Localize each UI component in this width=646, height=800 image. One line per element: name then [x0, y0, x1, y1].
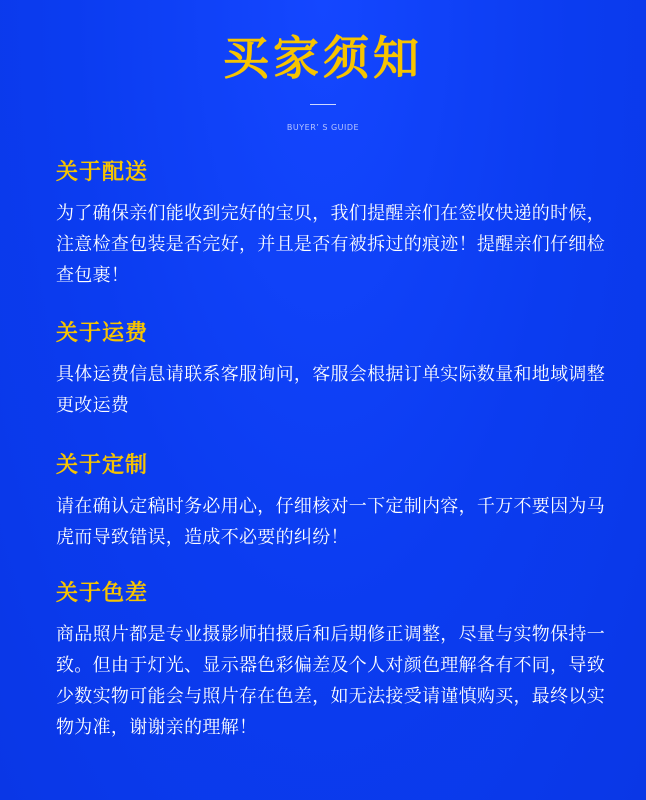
page-subtitle: BUYER’ S GUIDE — [286, 123, 360, 132]
section-color-difference — [56, 579, 612, 743]
section-body: 为了确保亲们能收到完好的宝贝，我们提醒亲们在签收快递的时候，注意检查包装是否完好，并且是否有被拆过的痕迹！提醒亲们仔细检查包裹！ — [56, 203, 605, 286]
section-heading: 关于配送 — [56, 160, 149, 185]
section-body: 具体运费信息请联系客服询问，客服会根据订单实际数量和地域调整更改运费 — [56, 364, 605, 416]
section-body: 请在确认定稿时务必用心，仔细核对一下定制内容，千万不要因为马虎而导致错误，造成不必要的纠纷！ — [56, 496, 605, 548]
title-divider — [310, 104, 336, 105]
section-heading: 关于定制 — [56, 453, 149, 478]
section-heading: 关于色差 — [56, 581, 149, 606]
section-delivery — [56, 158, 612, 291]
section-customization — [56, 451, 612, 553]
page-title: 买家须知 — [223, 31, 423, 85]
section-heading: 关于运费 — [56, 321, 149, 346]
section-body: 商品照片都是专业摄影师拍摄后和后期修正调整，尽量与实物保持一致。但由于灯光、显示器色彩偏差及个人对颜色理解各有不同，导致少数实物可能会与照片存在色差，如无法接受请谨慎购买，最终以实物为准，谢谢亲的理解！ — [56, 624, 605, 738]
section-shipping-fee — [56, 319, 612, 421]
